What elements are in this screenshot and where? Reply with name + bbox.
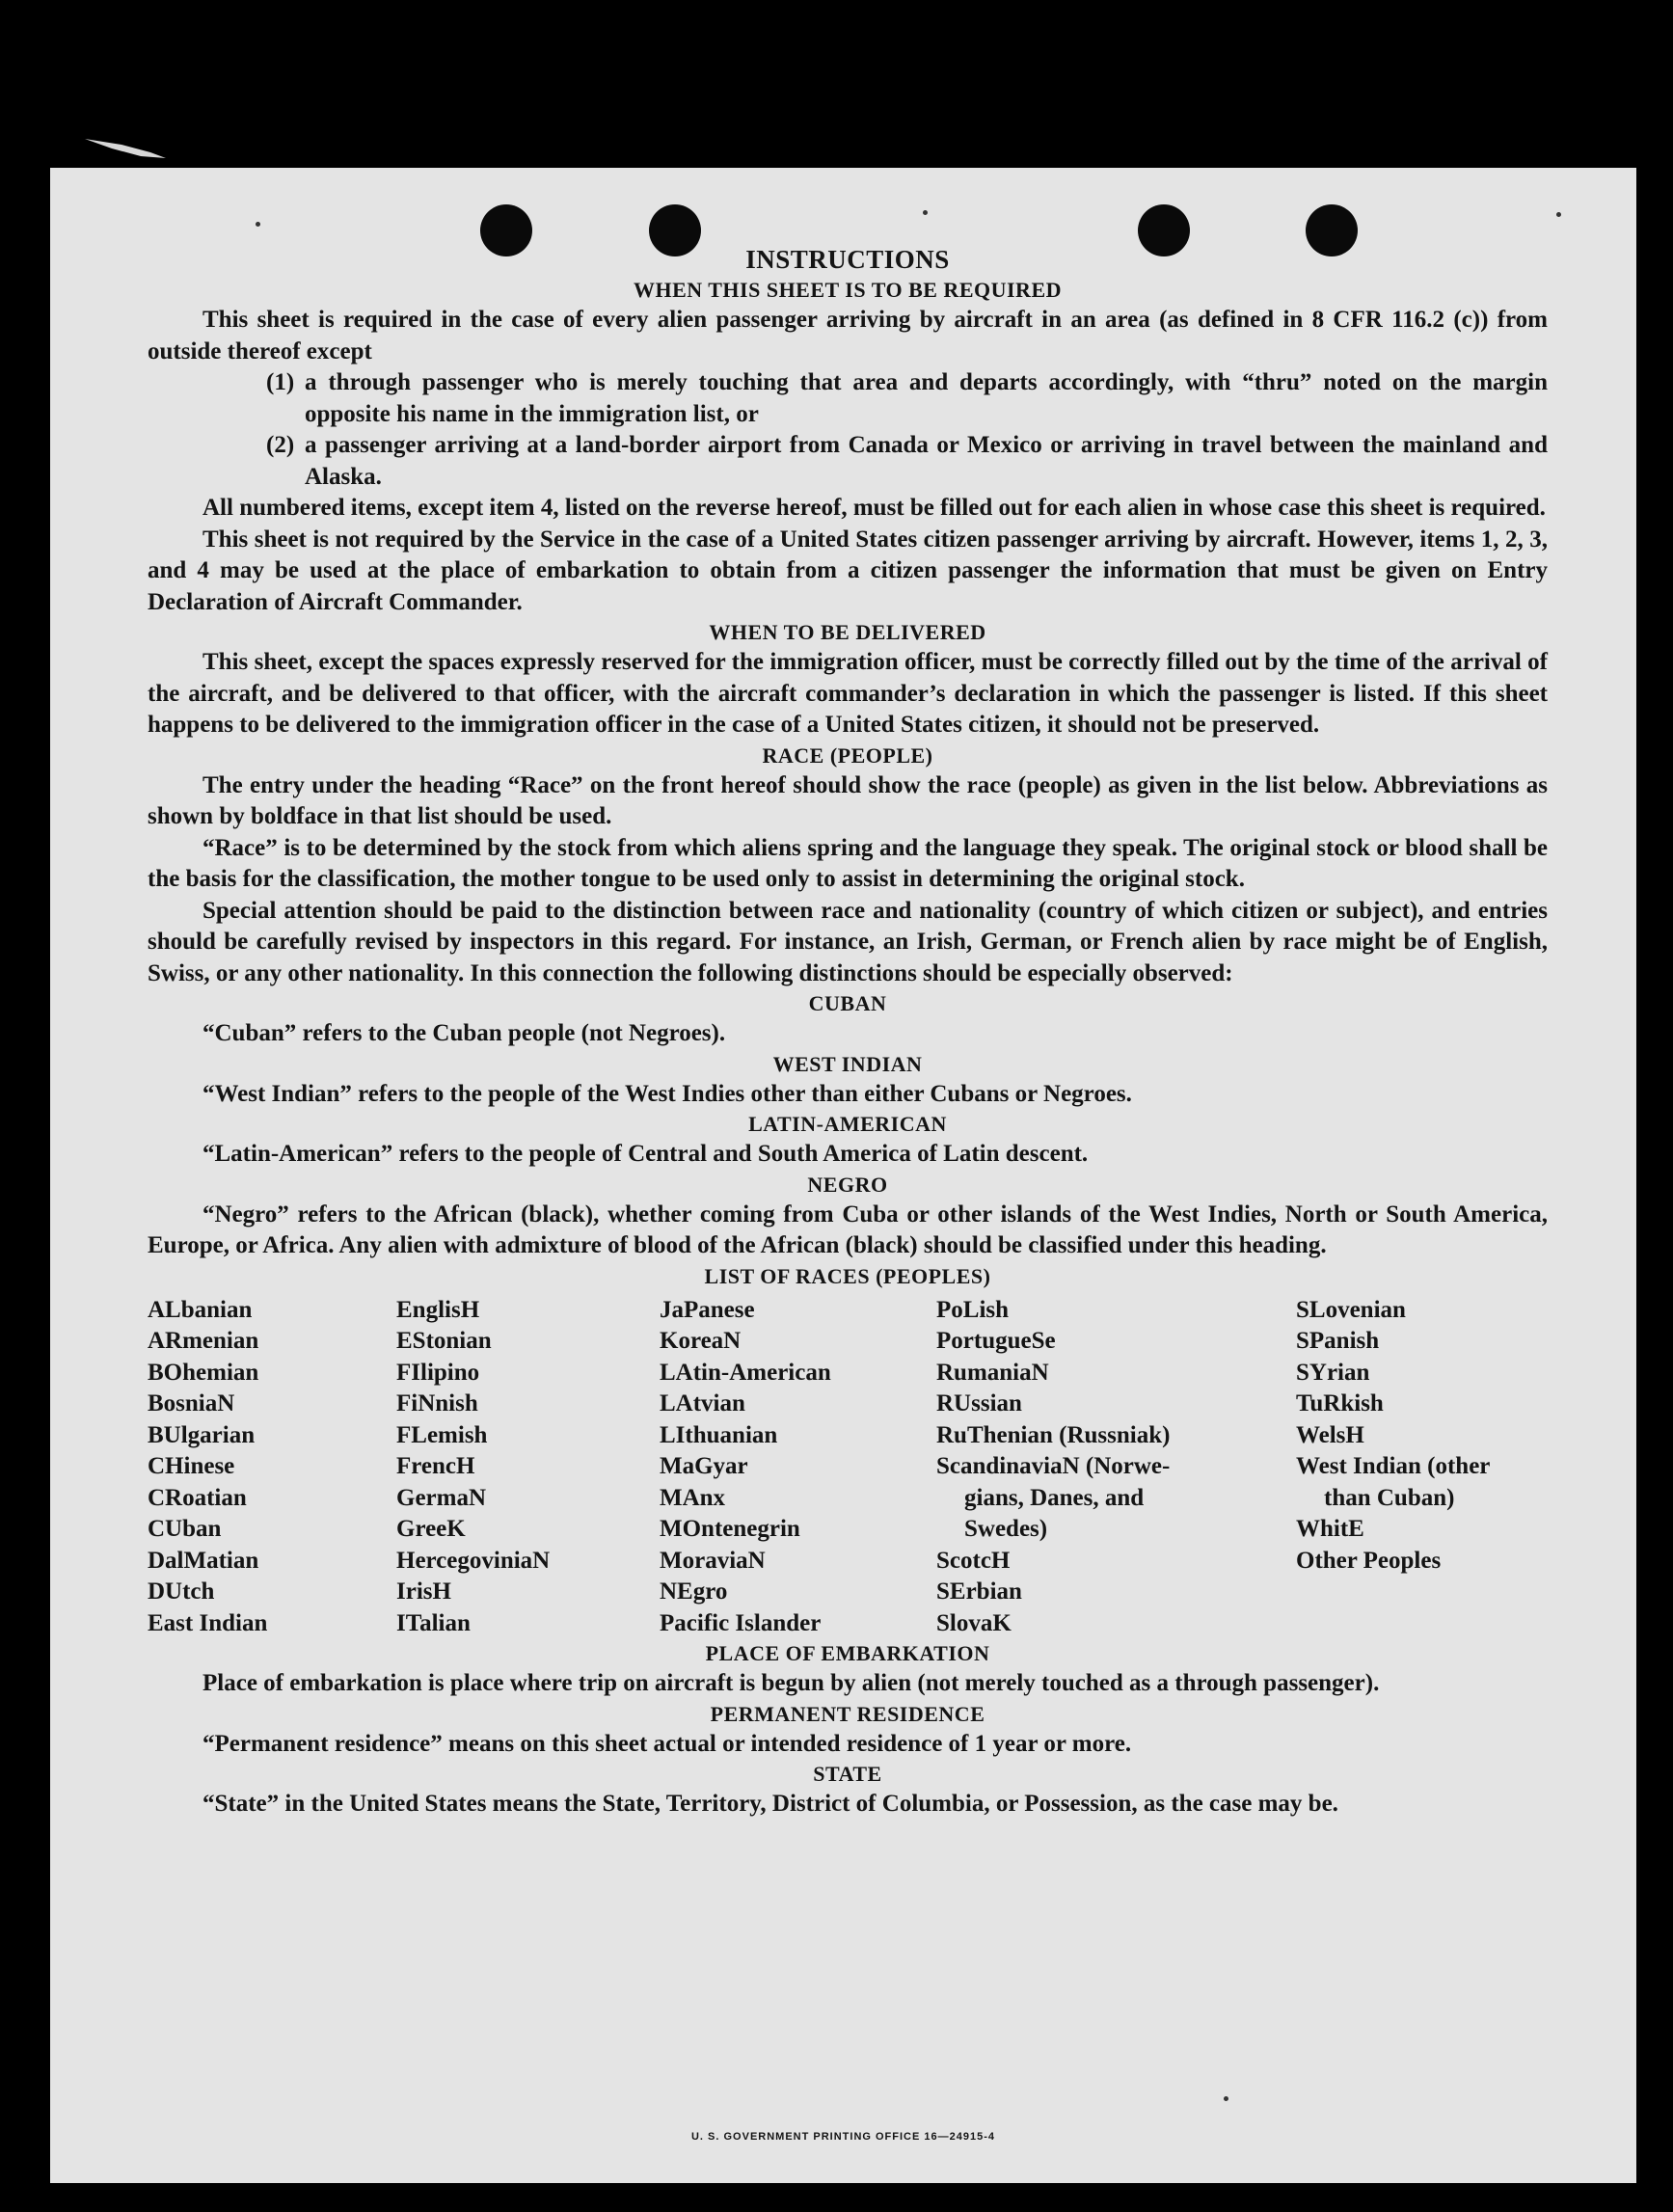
page-title: INSTRUCTIONS xyxy=(745,245,950,274)
race-item: ARmenian xyxy=(148,1328,259,1354)
race-item: SPanish xyxy=(1296,1328,1380,1354)
race-item: IrisH xyxy=(396,1578,451,1605)
race-column-3 xyxy=(660,1295,936,1640)
race-item: Swedes) xyxy=(964,1516,1048,1542)
state-text: “State” in the United States means the State, Territory, District of Columbia, or Possession, as the case may be. xyxy=(202,1791,1338,1817)
race-item: ScandinaviaN (Norwe- xyxy=(936,1453,1171,1479)
speck xyxy=(1224,2096,1228,2101)
race-item: GermaN xyxy=(396,1484,487,1511)
race-item: gians, Danes, and xyxy=(964,1484,1145,1511)
exception-2 xyxy=(266,430,1548,493)
race-item: MOntenegrin xyxy=(660,1516,800,1542)
exception-1 xyxy=(266,367,1548,430)
race-item: DalMatian xyxy=(148,1547,259,1574)
race-item: FIlipino xyxy=(396,1359,480,1386)
citizen-paragraph: This sheet is not required by the Service in the case of a United States citizen passenger arriving by aircraft. However, items 1, 2, 3, and 4 may be used at the place of embarkation to obtain from a citizen passenger the information that must be given on Entry Declaration of Aircraft Commander. xyxy=(148,526,1548,615)
heading-west-indian: WEST INDIAN xyxy=(772,1051,923,1076)
west-indian-text: “West Indian” refers to the people of the West Indies other than either Cubans or Negroes. xyxy=(202,1080,1132,1107)
heading-embarkation: PLACE OF EMBARKATION xyxy=(705,1641,990,1665)
race-item: MaGyar xyxy=(660,1453,748,1479)
race-item: FLemish xyxy=(396,1421,488,1448)
race-item: PortugueSe xyxy=(936,1328,1056,1354)
race-item: PoLish xyxy=(936,1296,1010,1323)
race-item: LIthuanian xyxy=(660,1421,778,1448)
race-item: RUssian xyxy=(936,1390,1022,1416)
exception-1-number: (1) xyxy=(266,369,295,395)
exception-2-text: a passenger arriving at a land-border airport from Canada or Mexico or arriving in travel between the mainland and Alaska. xyxy=(305,432,1548,490)
punch-hole-4 xyxy=(1306,204,1358,256)
race-item: HercegoviniaN xyxy=(396,1547,551,1574)
heading-residence: PERMANENT RESIDENCE xyxy=(710,1701,985,1726)
speck xyxy=(1556,212,1561,217)
race-item: BUlgarian xyxy=(148,1421,256,1448)
punch-hole-1 xyxy=(480,204,532,256)
latin-american-text: “Latin-American” refers to the people of Central and South America of Latin descent. xyxy=(202,1141,1089,1167)
heading-when-required: WHEN THIS SHEET IS TO BE REQUIRED xyxy=(633,278,1063,302)
race-item: ScotcH xyxy=(936,1547,1011,1574)
heading-latin-american: LATIN-AMERICAN xyxy=(748,1112,947,1136)
numbered-items-paragraph: All numbered items, except item 4, listed on the reverse hereof, must be filled out for each alien in whose case this sheet is required. xyxy=(202,495,1546,521)
race-item: BOhemian xyxy=(148,1359,259,1386)
race-item: GreeK xyxy=(396,1516,466,1542)
race-item: FiNnish xyxy=(396,1390,478,1416)
race-item: MAnx xyxy=(660,1484,726,1511)
heading-race: RACE (PEOPLE) xyxy=(762,742,933,768)
printing-office-footer: U. S. GOVERNMENT PRINTING OFFICE 16—24915-4 xyxy=(690,2131,995,2143)
race-item: RuThenian (Russniak) xyxy=(936,1421,1171,1448)
race-item: LAtin-American xyxy=(660,1359,831,1386)
race-column-1 xyxy=(148,1295,396,1640)
race-item: East Indian xyxy=(148,1609,268,1636)
residence-text: “Permanent residence” means on this sheet actual or intended residence of 1 year or more. xyxy=(202,1730,1132,1757)
race-item: TuRkish xyxy=(1296,1390,1384,1416)
punch-hole-3 xyxy=(1138,204,1190,256)
race-item: RumaniaN xyxy=(936,1359,1049,1386)
exception-1-text: a through passenger who is merely touching that area and departs accordingly, with “thru” noted on the margin opposite his name in the immigration list, or xyxy=(305,369,1548,427)
race-list xyxy=(148,1295,1548,1640)
speck xyxy=(256,222,260,227)
race-item: West Indian (other xyxy=(1296,1453,1491,1479)
scan-artifact-mark xyxy=(83,133,170,160)
race-item: SYrian xyxy=(1296,1359,1370,1386)
race-item: EStonian xyxy=(396,1328,492,1354)
race-item: WelsH xyxy=(1296,1421,1364,1448)
race-item: than Cuban) xyxy=(1324,1484,1455,1511)
heading-negro: NEGRO xyxy=(807,1172,888,1197)
race-item: CRoatian xyxy=(148,1484,247,1511)
race-paragraph-3: Special attention should be paid to the distinction between race and nationality (country of which citizen or subject), and entries should be carefully revised by inspectors in this regard. For instance, an Irish, German, or French alien by race might be of English, Swiss, or any other nationality. In this connection the following distinctions should be especially observed: xyxy=(148,897,1548,986)
negro-text: “Negro” refers to the African (black), whether coming from Cuba or other islands of the West Indies, North or South America, Europe, or Africa. Any alien with admixture of blood of the African (black) should be classified under this heading. xyxy=(148,1200,1548,1258)
race-item: BosniaN xyxy=(148,1390,235,1416)
race-paragraph-1: The entry under the heading “Race” on the front hereof should show the race (people) as given in the list below. Abbreviations as shown by boldface in that list should be used. xyxy=(148,771,1548,829)
race-column-5 xyxy=(1296,1295,1547,1640)
punch-hole-2 xyxy=(649,204,701,256)
race-item: JaPanese xyxy=(660,1296,755,1323)
heading-state: STATE xyxy=(813,1762,882,1786)
exception-2-number: (2) xyxy=(266,432,295,458)
race-item: SLovenian xyxy=(1296,1296,1406,1323)
cuban-text: “Cuban” refers to the Cuban people (not Negroes). xyxy=(202,1020,726,1046)
race-item: CUban xyxy=(148,1516,222,1542)
race-column-2 xyxy=(396,1295,660,1640)
race-item: MoraviaN xyxy=(660,1547,766,1574)
race-item: WhitE xyxy=(1296,1516,1364,1542)
when-required-intro: This sheet is required in the case of every alien passenger arriving by aircraft in an area (as defined in 8 CFR 116.2 (c)) from outside thereof except xyxy=(148,307,1548,364)
race-item: ALbanian xyxy=(148,1296,253,1323)
race-item: ITalian xyxy=(396,1609,471,1636)
instruction-sheet xyxy=(50,168,1636,2183)
heading-when-delivered: WHEN TO BE DELIVERED xyxy=(709,620,986,644)
race-item: LAtvian xyxy=(660,1390,745,1416)
race-item: EnglisH xyxy=(396,1296,480,1323)
when-delivered-text: This sheet, except the spaces expressly reserved for the immigration officer, must be correctly filled out by the time of the arrival of the aircraft, and be delivered to that officer, with the aircraft commander’s declaration in which the passenger is listed. If this sheet happens to be delivered to the immigration officer in the case of a United States citizen, it should not be preserved. xyxy=(148,649,1548,738)
race-paragraph-2: “Race” is to be determined by the stock from which aliens spring and the language they speak. The original stock or blood shall be the basis for the classification, the mother tongue to be used only to assist in determining the original stock. xyxy=(148,834,1548,892)
heading-cuban: CUBAN xyxy=(808,991,887,1015)
race-column-4 xyxy=(936,1295,1296,1640)
race-item: NEgro xyxy=(660,1578,728,1605)
race-item: Pacific Islander xyxy=(660,1609,822,1636)
speck xyxy=(923,210,928,215)
embarkation-text: Place of embarkation is place where trip on aircraft is begun by alien (not merely touched as a through passenger). xyxy=(202,1670,1380,1696)
race-item: CHinese xyxy=(148,1453,235,1479)
race-item: FrencH xyxy=(396,1453,475,1479)
race-item: SErbian xyxy=(936,1578,1022,1605)
race-item: KoreaN xyxy=(660,1328,742,1354)
race-item: DUtch xyxy=(148,1578,215,1605)
race-item: Other Peoples xyxy=(1296,1547,1442,1574)
race-item: SlovaK xyxy=(936,1609,1012,1636)
heading-list-of-races: LIST OF RACES (PEOPLES) xyxy=(704,1263,991,1288)
